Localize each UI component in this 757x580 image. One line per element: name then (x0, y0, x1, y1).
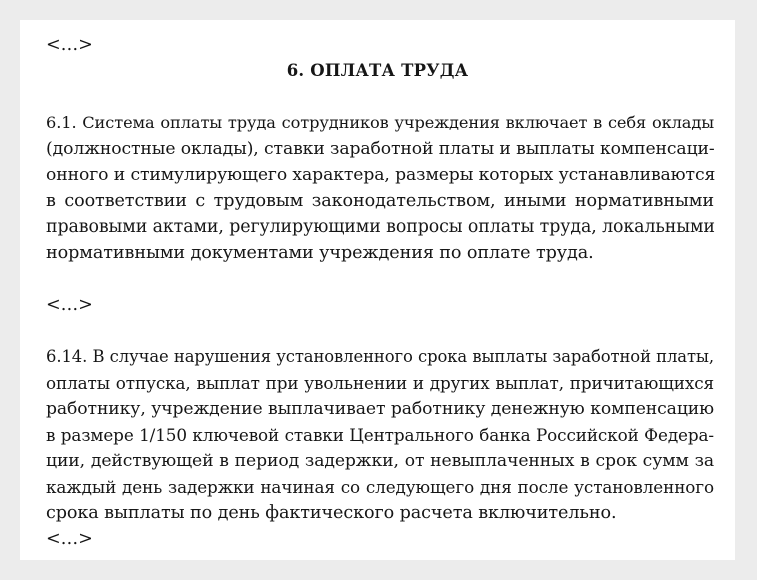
section-6-14-line: 6.14. В случае нарушения установленного срока выплаты заработной платы, (46, 347, 714, 366)
section-heading: 6. ОПЛАТА ТРУДА (286, 61, 469, 80)
ellipsis-bottom: <…> (46, 529, 93, 549)
section-6-14-line: ции, действующей в период задержки, от невыплаченных в срок сумм за (46, 451, 714, 471)
section-6-1-line: в соответствии с трудовым законодательством, иными нормативными (46, 191, 714, 211)
section-6-14-line: работнику, учреждение выплачивает работнику денежную компенсацию (46, 399, 714, 419)
section-6-1-line: онного и стимулирующего характера, размеры которых устанавливаются (46, 165, 716, 185)
section-6-14-line: оплаты отпуска, выплат при увольнении и других выплат, причитающихся (46, 373, 714, 393)
section-6-14-line: срока выплаты по день фактического расчета включительно. (46, 503, 617, 523)
section-6-1-line: (должностные оклады), ставки заработной платы и выплаты компенсаци- (46, 139, 715, 159)
section-6-14-line: в размере 1/150 ключевой ставки Центрального банка Российской Федера- (46, 425, 714, 445)
section-6-1-line: нормативными документами учреждения по оплате труда. (46, 243, 594, 263)
ellipsis-middle: <…> (46, 295, 93, 315)
section-6-1-line: 6.1. Система оплаты труда сотрудников учреждения включает в себя оклады (46, 113, 714, 132)
document-page (20, 20, 735, 560)
ellipsis-top: <…> (46, 35, 93, 55)
section-6-1-line: правовыми актами, регулирующими вопросы оплаты труда, локальными (46, 217, 715, 237)
section-6-14-line: каждый день задержки начиная со следующего дня после установленного (46, 477, 714, 497)
